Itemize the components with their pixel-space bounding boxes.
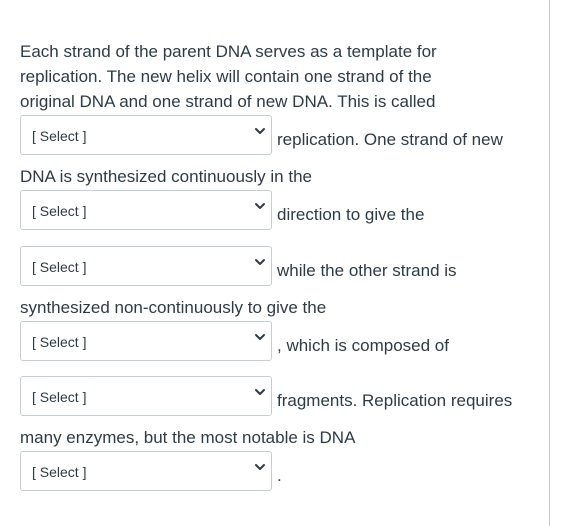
blank-1-select[interactable] (20, 115, 272, 155)
question-body (20, 39, 542, 492)
blank-row-2 (20, 189, 542, 231)
question-text-line: synthesized non-continuously to give the (20, 298, 327, 317)
question-text-inline: replication. One strand of new (277, 129, 503, 149)
blank-6-select[interactable] (20, 451, 272, 491)
question-text-inline: , which is composed of (277, 335, 449, 355)
question-text-line: original DNA and one strand of new DNA. This is called (20, 92, 436, 111)
chevron-down-icon (254, 386, 266, 398)
question-text-line: DNA is synthesized continuously in the (20, 167, 312, 186)
question-text-line: many enzymes, but the most notable is DNA (20, 428, 356, 447)
chevron-down-icon (254, 461, 266, 473)
question-text-inline: direction to give the (277, 204, 425, 224)
select-value: [ Select ] (32, 203, 87, 219)
chevron-down-icon (254, 125, 266, 137)
blank-5-select[interactable] (20, 376, 272, 416)
blank-row-3 (20, 245, 542, 287)
blank-row-1 (20, 114, 542, 156)
select-value: [ Select ] (32, 389, 87, 405)
question-text-line: Each strand of the parent DNA serves as a template for (20, 42, 437, 61)
blank-row-6 (20, 450, 542, 492)
select-value: [ Select ] (32, 464, 87, 480)
select-value: [ Select ] (32, 128, 87, 144)
blank-3-select[interactable] (20, 246, 272, 286)
blank-row-4 (20, 320, 542, 362)
question-text-inline: while the other strand is (277, 260, 457, 280)
content-border (549, 0, 550, 526)
blank-2-select[interactable] (20, 190, 272, 230)
chevron-down-icon (254, 256, 266, 268)
select-value: [ Select ] (32, 334, 87, 350)
question-text-inline: . (277, 465, 282, 485)
blank-row-5 (20, 375, 542, 417)
chevron-down-icon (254, 331, 266, 343)
question-text-line: replication. The new helix will contain one strand of the (20, 67, 432, 86)
blank-4-select[interactable] (20, 321, 272, 361)
chevron-down-icon (254, 200, 266, 212)
question-text-inline: fragments. Replication requires (277, 390, 513, 410)
select-value: [ Select ] (32, 259, 87, 275)
